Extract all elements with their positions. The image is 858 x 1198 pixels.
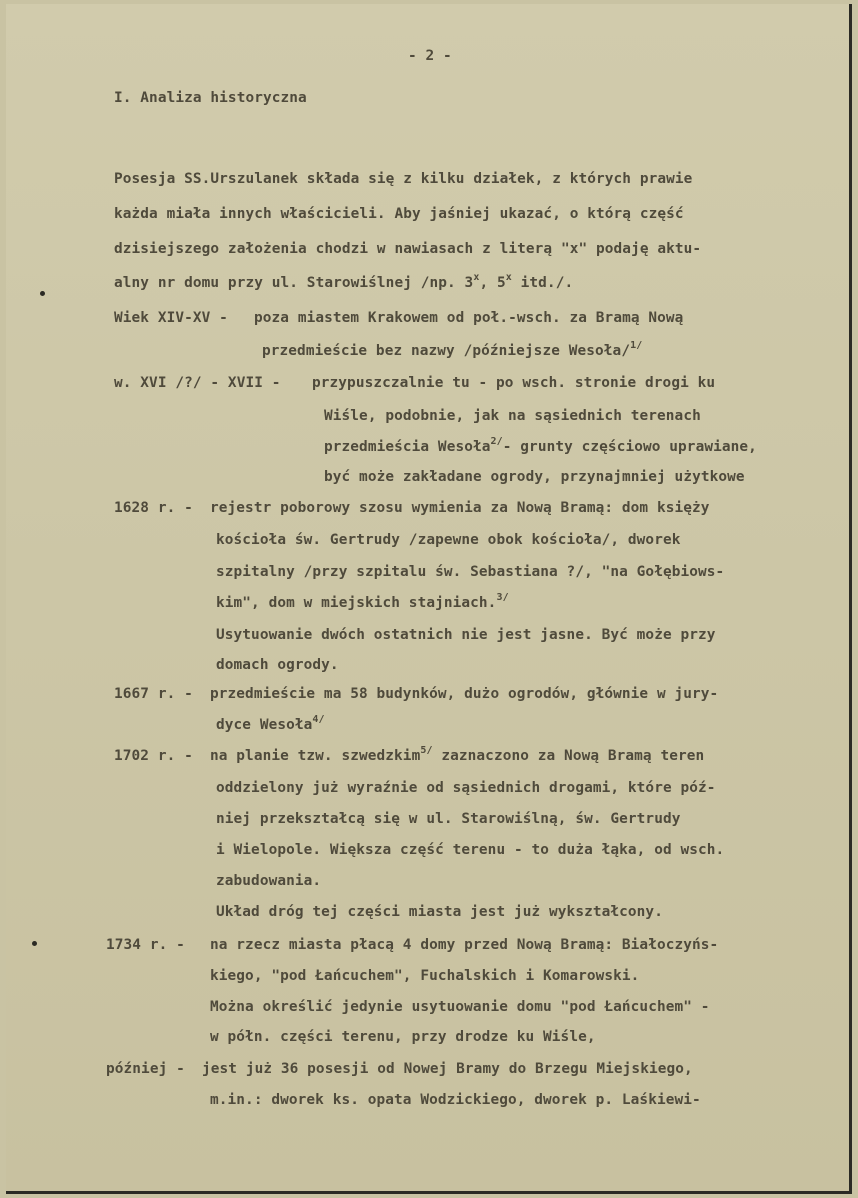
entry-line: kościoła św. Gertrudy /zapewne obok kościoła/, dworek	[216, 532, 681, 548]
entry-line: dyce Wesoła$^{4/}$	[216, 714, 325, 733]
entry-line: przedmieście bez nazwy /późniejsze Wesoła/$^{1/}$	[262, 340, 643, 359]
entry-line: Usytuowanie dwóch ostatnich nie jest jasne. Być może przy	[216, 627, 716, 643]
footnote-ref: 2/	[490, 436, 503, 447]
entry-line: przedmieście ma 58 budynków, dużo ogrodów, głównie w jury-	[210, 686, 719, 702]
punch-hole	[40, 291, 45, 296]
entry-line: poza miastem Krakowem od poł.-wsch. za Bramą Nową	[254, 310, 684, 326]
entry-date: później -	[106, 1061, 185, 1077]
intro-line: alny nr domu przy ul. Starowiślnej /np. 3$^x$, 5$^x$ itd./.	[114, 272, 574, 291]
footnote-ref: 5/	[420, 745, 433, 756]
entry-line: przedmieścia Wesoła$^{2/}$- grunty częściowo uprawiane,	[324, 436, 757, 455]
entry-date: 1702 r. -	[114, 748, 193, 764]
entry-line: m.in.: dworek ks. opata Wodzickiego, dworek p. Laśkiewi-	[210, 1092, 701, 1108]
entry-line: Układ dróg tej części miasta jest już wykształcony.	[216, 904, 663, 920]
entry-line: na rzecz miasta płacą 4 domy przed Nową Bramą: Białoczyńs-	[210, 937, 719, 953]
entry-line: oddzielony już wyraźnie od sąsiednich drogami, które póź-	[216, 780, 716, 796]
section-title: I. Analiza historyczna	[114, 90, 307, 106]
entry-line: domach ogrody.	[216, 657, 339, 673]
footnote-ref: 4/	[312, 714, 325, 725]
footnote-ref: 1/	[630, 340, 643, 351]
entry-line: zabudowania.	[216, 873, 322, 889]
entry-date: w. XVI /?/ - XVII -	[114, 375, 281, 391]
entry-line: niej przekształcą się w ul. Starowiślną, św. Gertrudy	[216, 811, 681, 827]
punch-hole	[32, 941, 37, 946]
intro-line: Posesja SS.Urszulanek składa się z kilku działek, z których prawie	[114, 171, 693, 187]
entry-line: kiego, "pod Łańcuchem", Fuchalskich i Komarowski.	[210, 968, 640, 984]
entry-line: rejestr poborowy szosu wymienia za Nową Bramą: dom księży	[210, 500, 710, 516]
intro-line: dzisiejszego założenia chodzi w nawiasach z literą "x" podaję aktu-	[114, 241, 702, 257]
footnote-ref: 3/	[496, 592, 509, 603]
entry-line: szpitalny /przy szpitalu św. Sebastiana ?/, "na Gołębiows-	[216, 564, 725, 580]
entry-line: w półn. części terenu, przy drodze ku Wiśle,	[210, 1029, 596, 1045]
intro-line: każda miała innych właścicieli. Aby jaśniej ukazać, o którą część	[114, 206, 684, 222]
page-number: - 2 -	[408, 48, 452, 64]
entry-date: 1734 r. -	[106, 937, 185, 953]
entry-date: 1628 r. -	[114, 500, 193, 516]
entry-line: i Wielopole. Większa część terenu - to duża łąka, od wsch.	[216, 842, 725, 858]
entry-date: 1667 r. -	[114, 686, 193, 702]
document-page	[6, 4, 852, 1194]
entry-line: kim", dom w miejskich stajniach.$^{3/}$	[216, 592, 509, 611]
entry-line: przypuszczalnie tu - po wsch. stronie drogi ku	[312, 375, 716, 391]
entry-line: być może zakładane ogrody, przynajmniej użytkowe	[324, 469, 745, 485]
entry-line: Można określić jedynie usytuowanie domu "pod Łańcuchem" -	[210, 999, 710, 1015]
entry-date: Wiek XIV-XV -	[114, 310, 228, 326]
entry-line: na planie tzw. szwedzkim$^{5/}$ zaznaczono za Nową Bramą teren	[210, 745, 705, 764]
entry-line: Wiśle, podobnie, jak na sąsiednich terenach	[324, 408, 701, 424]
entry-line: jest już 36 posesji od Nowej Bramy do Brzegu Miejskiego,	[202, 1061, 693, 1077]
